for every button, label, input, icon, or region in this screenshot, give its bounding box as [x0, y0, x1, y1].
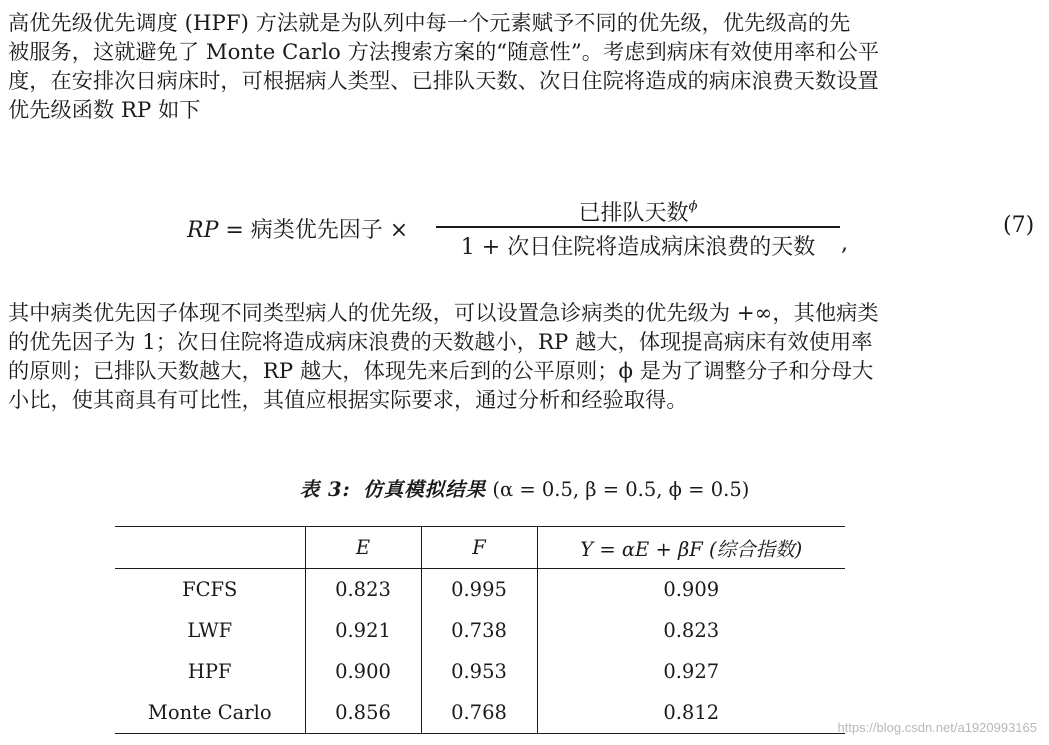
value-cell: 0.900 [305, 651, 421, 692]
explanation-paragraph [8, 298, 1038, 414]
priority-equation [0, 190, 1049, 268]
equation-fraction [436, 190, 840, 265]
value-cell: 0.812 [663, 701, 720, 724]
equation-lhs [187, 213, 408, 244]
table-row [115, 692, 845, 734]
text-line: 被服务，这就避免了 Monte Carlo 方法搜索方案的“随意性”。考虑到病床有效使用率和公平 [8, 39, 880, 64]
method-cell: LWF [115, 610, 305, 651]
text-line: 度，在安排次日病床时，可根据病人类型、已排队天数、次日住院将造成的病床浪费天数设置 [8, 68, 879, 93]
equation-lhs-symbol: RP [187, 218, 219, 243]
value-cell: 0.856 [305, 692, 421, 734]
text-line: 高优先级优先调度 (HPF) 方法就是为队列中每一个元素赋予不同的优先级，优先级高的先 [8, 10, 851, 35]
header-cell-f: F [421, 527, 537, 569]
equation-numerator [436, 190, 840, 224]
method-cell: FCFS [115, 569, 305, 611]
text-line: 的优先因子为 1；次日住院将造成病床浪费的天数越小，RP 越大，体现提高病床有效使用率 [8, 329, 873, 354]
equation-number: (7) [1003, 213, 1035, 238]
value-cell: 0.823 [663, 619, 720, 642]
table-caption-params: (α = 0.5, β = 0.5, ϕ = 0.5) [492, 478, 750, 501]
fraction-bar [436, 226, 840, 228]
text-line: 小比，使其商具有可比性，其值应根据实际要求，通过分析和经验取得。 [8, 387, 688, 412]
header-cell-y: Y = αE + βF (综合指数) [580, 537, 803, 561]
method-cell: HPF [115, 651, 305, 692]
text-line: 其中病类优先因子体现不同类型病人的优先级，可以设置急诊病类的优先级为 +∞，其他病类 [8, 300, 879, 325]
value-cell: 0.953 [421, 651, 537, 692]
table-row [115, 610, 845, 651]
equation-lhs-rest: = 病类优先因子 × [218, 218, 409, 243]
value-cell: 0.768 [421, 692, 537, 734]
header-cell-e: E [305, 527, 421, 569]
value-cell: 0.909 [663, 578, 720, 601]
watermark-url: https://blog.csdn.net/a1920993165 [837, 720, 1037, 735]
value-cell: 0.738 [421, 610, 537, 651]
equation-numerator-exponent: ϕ [688, 199, 698, 214]
equation-numerator-text: 已排队天数 [578, 201, 689, 226]
value-cell: 0.927 [663, 660, 720, 683]
results-table-container [115, 526, 845, 734]
value-cell: 0.995 [421, 569, 537, 611]
results-table [115, 526, 845, 734]
equation-comma: , [841, 231, 848, 256]
value-cell: 0.921 [305, 610, 421, 651]
intro-paragraph [8, 8, 1038, 124]
equation-denominator: 1 + 次日住院将造成病床浪费的天数 [460, 234, 816, 260]
table-row [115, 569, 845, 611]
table-caption-label: 表 3: [299, 478, 351, 501]
table-header-row [115, 527, 845, 569]
text-line: 优先级函数 RP 如下 [8, 97, 201, 122]
text-line: 的原则；已排队天数越大，RP 越大，体现先来后到的公平原则；ϕ 是为了调整分子和分母大 [8, 358, 874, 383]
method-cell: Monte Carlo [115, 692, 305, 734]
table-caption [0, 474, 1049, 502]
header-cell-empty [115, 527, 305, 569]
value-cell: 0.823 [305, 569, 421, 611]
table-row [115, 651, 845, 692]
table-caption-title: 仿真模拟结果 [363, 478, 487, 501]
